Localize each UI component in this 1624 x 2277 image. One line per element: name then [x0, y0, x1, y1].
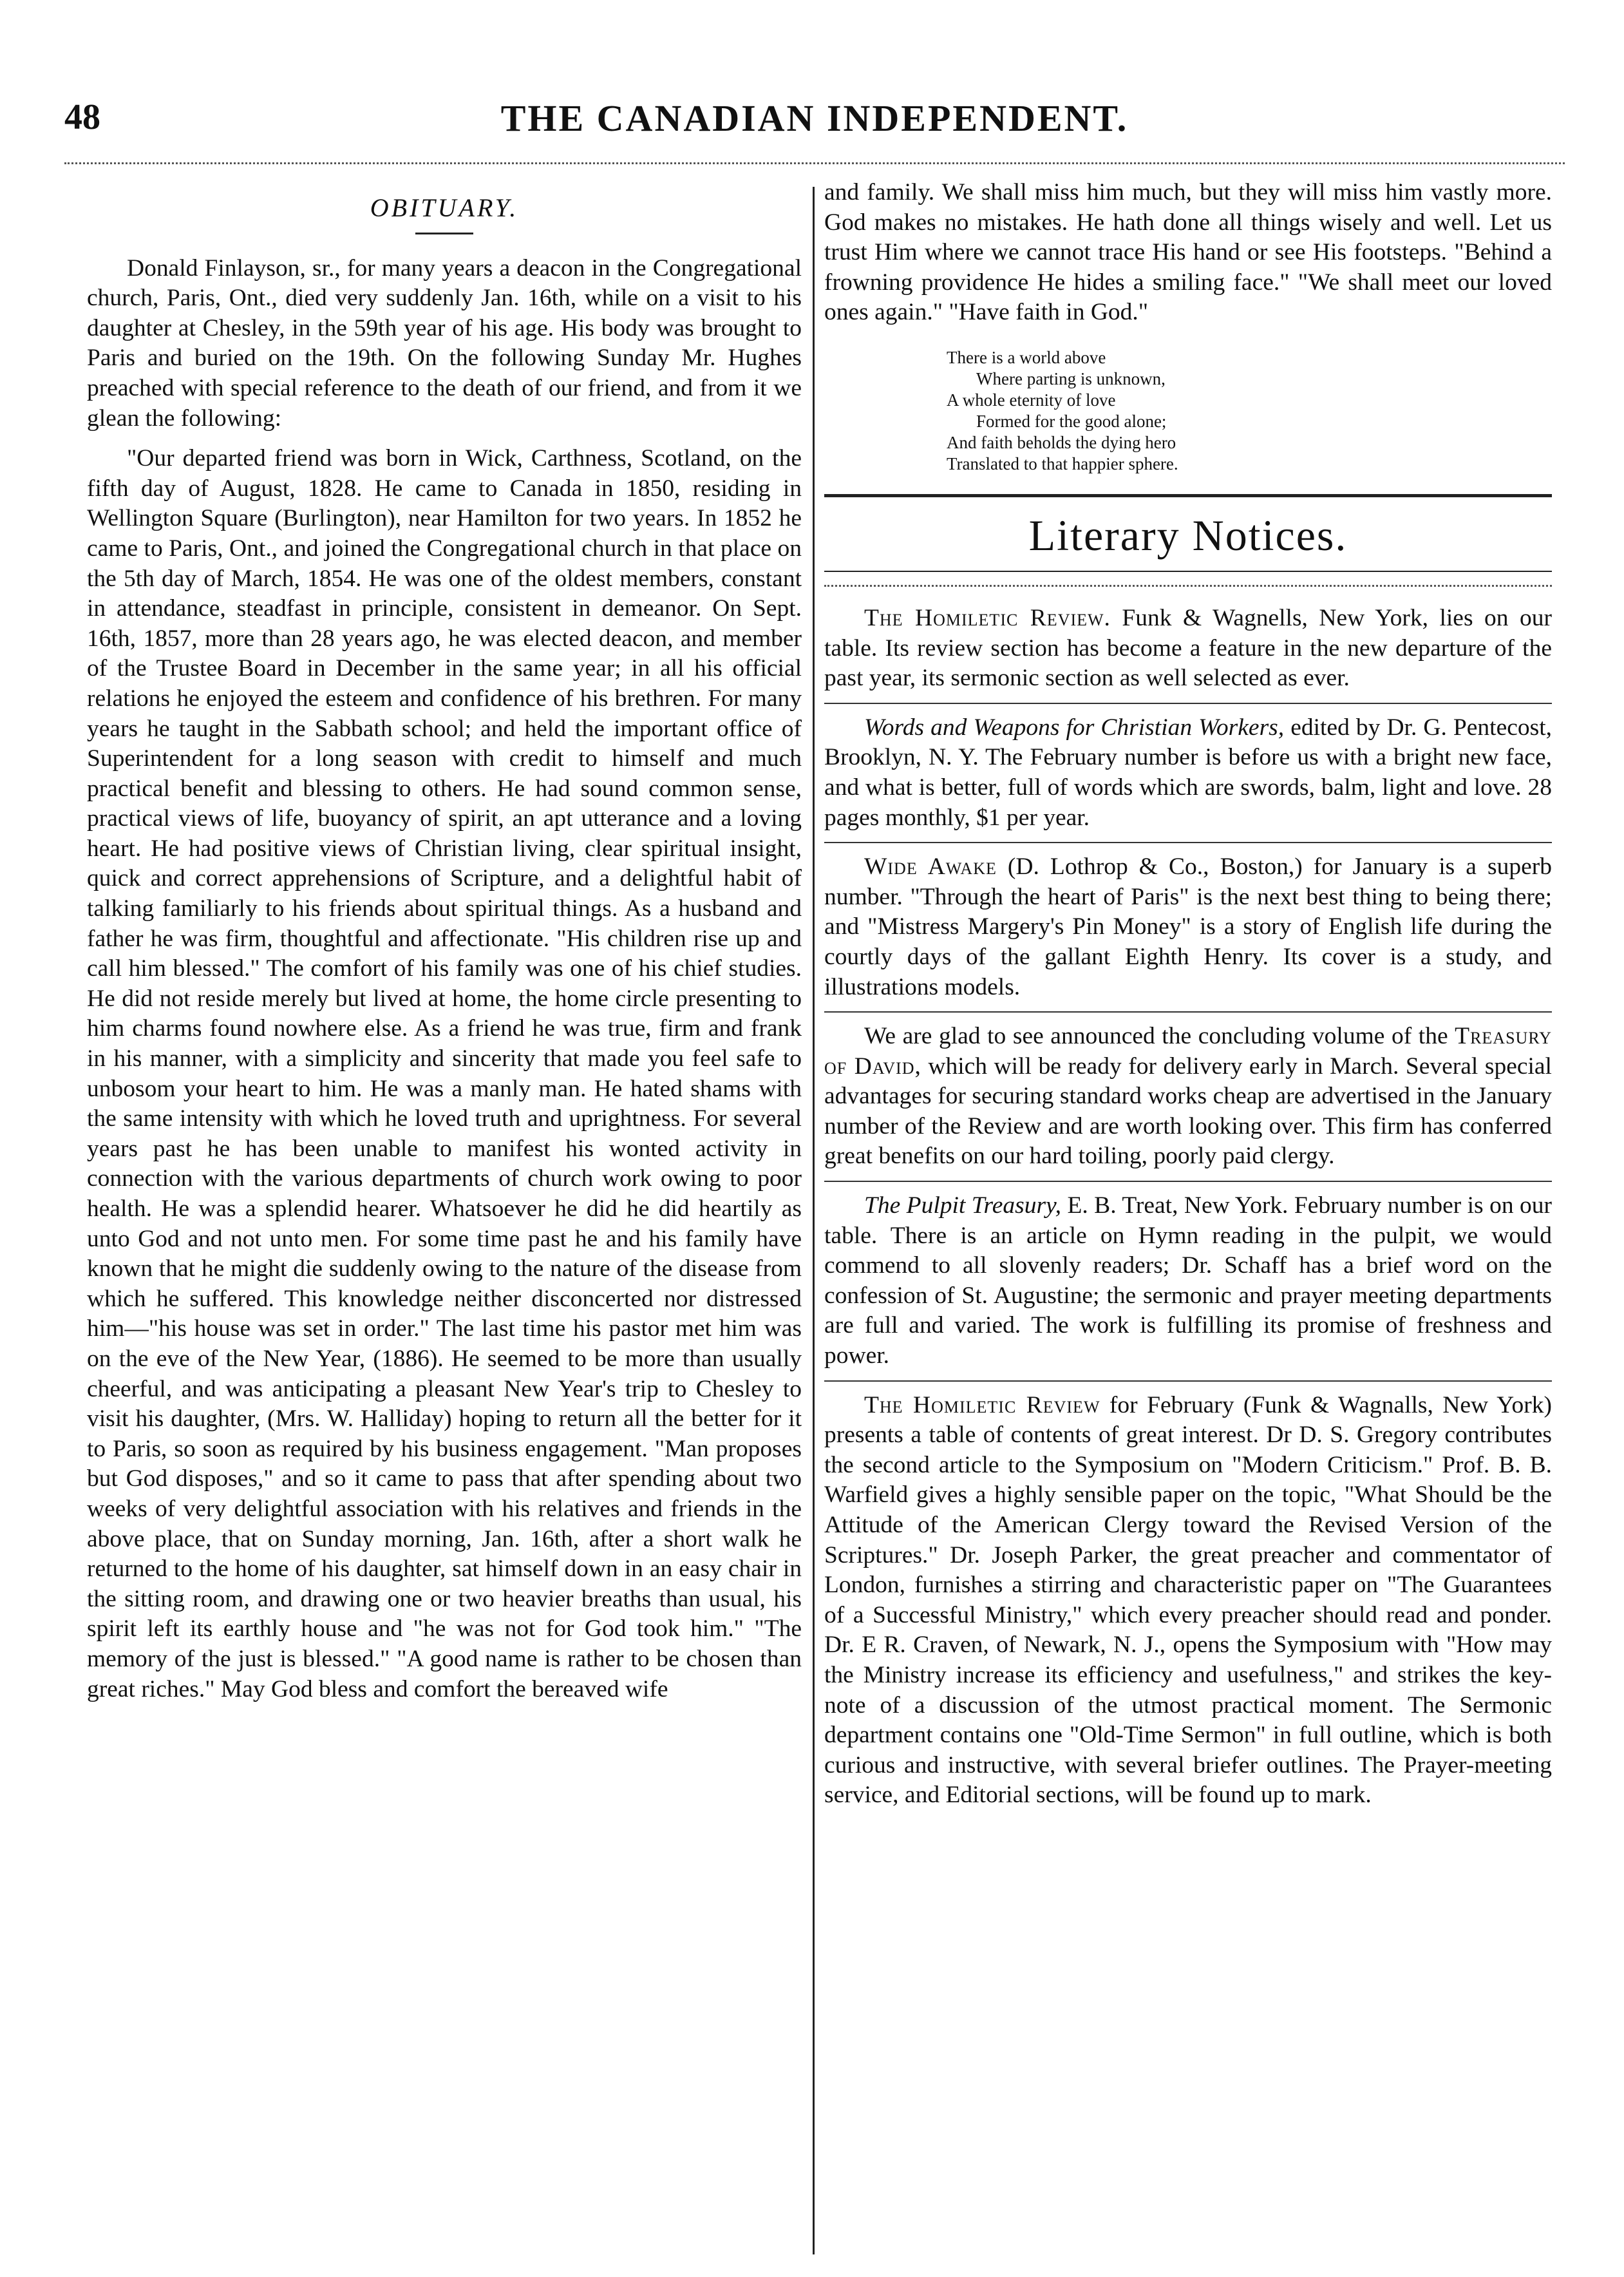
poem-line: There is a world above — [947, 347, 1106, 367]
obituary-paragraph-2: "Our departed friend was born in Wick, Carthness, Scotland, on the fifth day of August, 1828. He came to Canada in 1850, residing in Wellington Square (Burlington), near Hamilton for two years. In 1852 he came to Paris, Ont., and joined the Congregational church in that place on the 5th day of March, 1854. He was one of the oldest members, constant in attendance, steadfast in principle, consistent in demeanor. On Sept. 16th, 1857, more than 28 years ago, he was elected deacon, and member of the Trustee Board in December in the same year; in all his official relations he enjoyed the esteem and confidence of his brethren. For many years he taught in the Sabbath school; and held the important office of Superintendent for a long season with credit to himself and much practical benefit and blessing to others. He had sound common sense, practical views of life, buoyancy of spirit, an apt utterance and a loving heart. He had positive views of Christian living, clear spiritual insight, quick and correct apprehensions of Scripture, and a delightful habit of talking familiarly to his friends about spiritual things. As a husband and father he was firm, thoughtful and affectionate. "His children rise up and call him blessed." The comfort of his family was one of his chief studies. He did not reside merely but lived at home, the home circle presenting to him charms found nowhere else. As a friend he was true, firm and frank in his manner, with a simplicity and sincerity that made you feel safe to unbosom your heart to him. He was a manly man. He hated shams with the same intensity with which he loved truth and uprightness. For several years past he has been unable to manifest his wonted activity in connection with the various departments of church work owing to poor health. He was a splendid hearer. Whatsoever he did he did heartily as unto God and not unto men. For some time past he and his family have known that he might die suddenly owing to the nature of the disease from which he suffered. This knowledge neither disconcerted nor distressed him—"his house was set in order." The last time his pastor met him was on the eve of the New Year, (1886). He seemed to be more than usually cheerful, and was anticipating a pleasant New Year's trip to Chesley to visit his daughter, (Mrs. W. Halliday) hoping to return all the better for it to Paris, so soon as required by his business engagement. "Man proposes but God disposes," and so it came to pass that after spending about two weeks of very delightful association with his relatives and friends in the above place, that on Sunday morning, Jan. 16th, after a short walk he returned to the home of his daughter, sat himself down in an easy chair in the sitting room, and drawing one or two heavier breaths than usual, his spirit left its earthly house and "he was not for God took him." "The memory of the just is blessed." "A good name is rather to be chosen than great riches." May God bless and comfort the bereaved wife — [87, 445, 802, 1702]
column-divider — [813, 187, 815, 2254]
poem-line: Translated to that happier sphere. — [947, 453, 1178, 473]
notice-lead: The Homiletic Review. — [864, 604, 1111, 631]
header-rule — [64, 162, 1565, 164]
literary-notices-title: Literary Notices. — [1028, 510, 1348, 560]
notice-item — [824, 852, 1552, 1013]
obituary-title: OBITUARY. — [370, 193, 519, 222]
notice-lead: Wide Awake — [864, 853, 997, 881]
notice-text: for February (Funk & Wagnalls, New York) presents a table of contents of great interest. Dr D. S. Gregory contributes the second article to the Symposium on "Modern Criticism." Prof. B. B. Warfield gives a highly sensible paper on the topic, "What Should be the Attitude of the American Clergy toward the Revised Version of the Scriptures." Dr. Joseph Parker, the great preacher and commentator of London, furnishes a stirring and characteristic paper on "The Guarantees of a Successful Ministry," which every preacher should read and ponder. Dr. E R. Craven, of Newark, N. J., opens the Symposium with "How may the Ministry increase its efficiency and usefulness," and strikes the key-note of a discussion of the utmost practical moment. The Sermonic department contains one "Old-Time Sermon" in full outline, which is both curious and instructive, with several briefer outlines. The Prayer-meeting service, and Editorial sections, will be found up to mark. — [824, 1391, 1552, 1809]
notice-item — [824, 713, 1552, 843]
notice-text: E. B. Treat, New York. February number is on our table. There is an article on Hymn reading in the pulpit, we would commend to all slovenly readers; Dr. Schaff has a brief word on the confession of St. Augustine; the sermonic and prayer meeting departments are full and varied. The work is fulfilling its promise of freshness and power. — [824, 1192, 1552, 1369]
notice-lead: We are glad to see announced the concluding volume of the — [864, 1023, 1455, 1050]
left-column — [87, 180, 802, 1704]
page-number: 48 — [64, 97, 100, 137]
notice-item — [824, 1391, 1552, 1820]
page-header — [64, 97, 1565, 155]
obituary-paragraph-2-continued: and family. We shall miss him much, but they will miss him vastly more. God makes no mistakes. He hath done all things wisely and well. Let us trust Him where we cannot trace His hand or see His footsteps. "Behind a frowning providence He hides a smiling face." "We shall meet our loved ones again." "Have faith in God." — [824, 179, 1552, 326]
literary-notices-header — [824, 494, 1552, 572]
obituary-paragraph-1: Donald Finlayson, sr., for many years a deacon in the Congregational church, Paris, Ont., died very suddenly Jan. 16th, while on a visit to his daughter at Chesley, in the 59th year of his age. His body was brought to Paris and buried on the 19th. On the following Sunday Mr. Hughes preached with special reference to the death of our friend, and from it we glean the following: — [87, 254, 802, 432]
notice-item — [824, 1191, 1552, 1382]
notice-text: (D. Lothrop & Co., Boston,) for January is a superb number. "Through the heart of Paris" is the next best thing to being there; and "Mistress Margery's Pin Money" is a story of English life during the courtly days of the gallant Eighth Henry. Its cover is a study, and illustrations models. — [824, 853, 1552, 1000]
notice-text: which will be ready for delivery early in March. Several special advantages for securing standard works cheap are advertised in the January number of the Review and are worth looking over. This firm has conferred great benefits on our hard toiling, poorly paid clergy. — [824, 1053, 1552, 1170]
poem-line: Formed for the good alone; — [976, 411, 1167, 431]
notice-item — [824, 604, 1552, 704]
notice-item — [824, 1022, 1552, 1182]
right-column — [824, 178, 1552, 1829]
section-rule — [824, 585, 1552, 587]
masthead: THE CANADIAN INDEPENDENT. — [500, 97, 1129, 139]
poem-line: A whole eternity of love — [947, 390, 1116, 410]
poem — [947, 347, 1552, 475]
notice-lead: Words and Weapons for Christian Workers, — [864, 714, 1285, 741]
poem-line: Where parting is unknown, — [976, 368, 1166, 388]
notice-lead: The Homiletic Review — [864, 1391, 1100, 1418]
notice-lead-2: Treasury of David, — [824, 1023, 1552, 1080]
title-rule — [415, 233, 473, 234]
notice-text: Funk & Wagnells, New York, lies on our table. Its review section has become a feature in the new departure of the past year, its sermonic section as well selected as ever. — [824, 604, 1552, 692]
notice-text: edited by Dr. G. Pentecost, Brooklyn, N. Y. The February number is before us with a bright new face, and what is better, full of words which are swords, balm, light and love. 28 pages monthly, $1 per year. — [824, 714, 1552, 831]
notice-lead: The Pulpit Treasury, — [864, 1192, 1062, 1219]
poem-line: And faith beholds the dying hero — [947, 432, 1176, 452]
